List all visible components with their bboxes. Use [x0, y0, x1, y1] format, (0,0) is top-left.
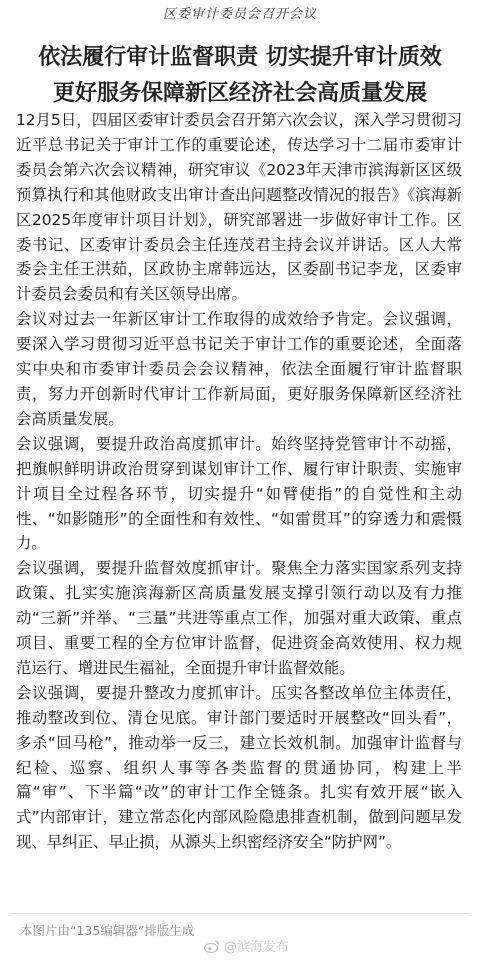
paragraph-2: 会议对过去一年新区审计工作取得的成效给予肯定。会议强调，要深入学习贯彻习近平总书记关于审计工作的重要论述，全面落实中央和市委审计委员会会议精神，依法全面履行审计监督职责，努力开创新时代审计工作新局面，更好服务保障新区经济社会高质量发展。	[16, 310, 462, 428]
title-line-2: 更好服务保障新区经济社会高质量发展	[52, 81, 427, 106]
editor-caption: 本图片由“135编辑器”排版生成	[20, 923, 195, 938]
paragraph-5: 会议强调，要提升整改力度抓审计。压实各整改单位主体责任，推动整改到位、清仓见底。审计部门要适时开展整改“回头看”，多杀“回马枪”，推动举一反三，建立长效机制。加强审计监督与纪检、巡察、组织人事等各类监督的贯通协同，构建上半篇“审”、下半篇“改”的审计工作全链条。扎实有效开展“嵌入式”内部审计，建立常态化内部风险隐患排查机制，做到问题早发现、早纠正、早止损，从源头上织密经济安全“防护网”。	[16, 683, 462, 852]
watermark-text: @滨海发布	[224, 940, 290, 955]
paragraph-4: 会议强调，要提升监督效度抓审计。聚焦全力落实国家系列支持政策、扎实实施滨海新区高质量发展支撑引领行动以及有力推动“三新”并举、“三量”共进等重点工作，加强对重大政策、重点项目、重要工程的全方位审计监督，促进资金高效使用、权力规范运行、增进民生福祉，全面提升审计监督效能。	[16, 559, 462, 677]
watermark	[204, 936, 289, 955]
weibo-icon	[204, 939, 220, 953]
paragraph-1: 12月5日，四届区委审计委员会召开第六次会议，深入学习贯彻习近平总书记关于审计工作的重要论述，传达学习十二届市委审计委员会第六次会议精神，研究审议《2023年天津市滨海新区区级预算执行和其他财政支出审计查出问题整改情况的报告》《滨海新区2025年度审计项目计划》，研究部署进一步做好审计工作。区委书记、区委审计委员会主任连茂君主持会议并讲话。区人大常委会主任王洪茹，区政协主席韩远达，区委副书记李龙，区委审计委员会委员和有关区领导出席。	[16, 111, 462, 304]
footer-divider	[10, 913, 470, 914]
paragraph-3: 会议强调，要提升政治高度抓审计。始终坚持党管审计不动摇，把旗帜鲜明讲政治贯穿到谋划审计工作、履行审计职责、实施审计项目全过程各环节，切实提升“如臂使指”的自觉性和主动性、“如影随形”的全面性和有效性、“如雷贯耳”的穿透力和震慑力。	[16, 434, 462, 553]
article-body	[16, 108, 462, 855]
header-label: 区委审计委员会召开会议	[162, 7, 317, 22]
title-line-1: 依法履行审计监督职责 切实提升审计质效	[38, 45, 442, 70]
